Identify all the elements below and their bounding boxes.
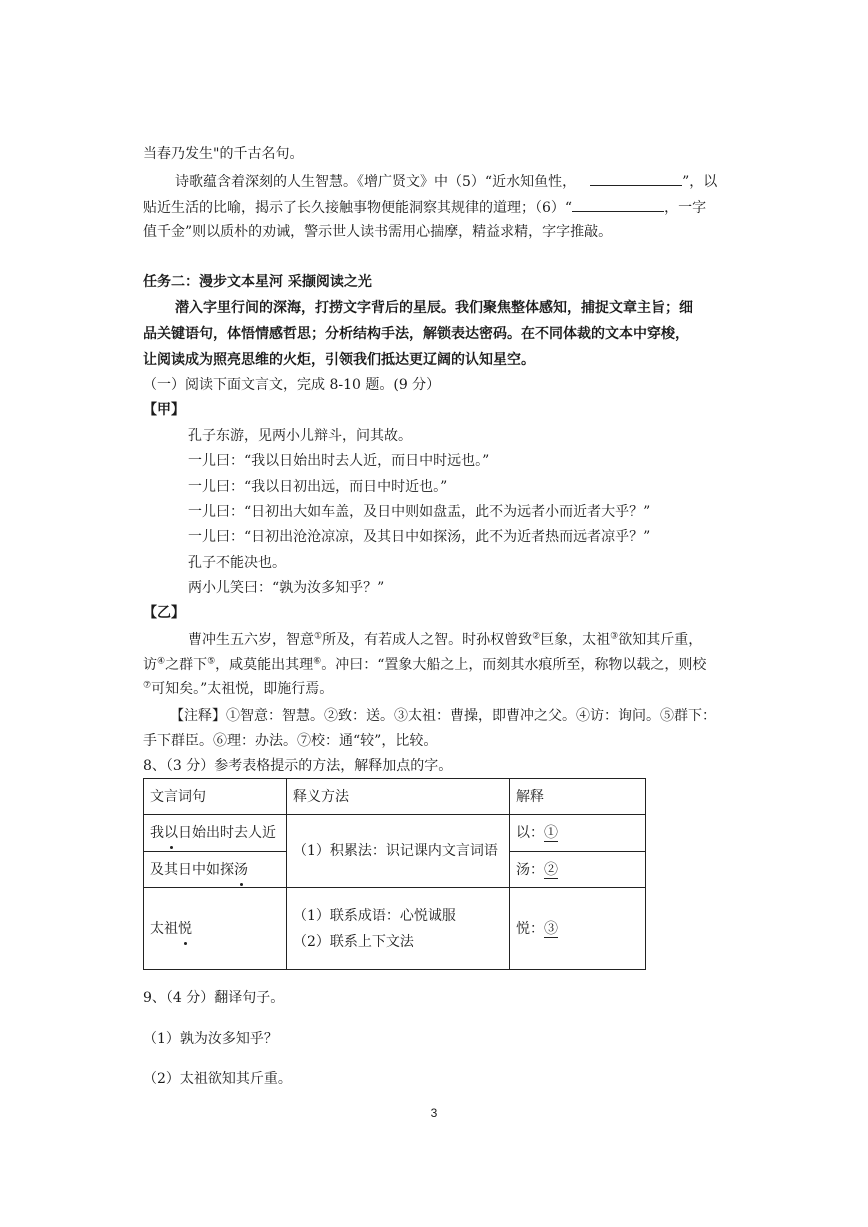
answer-blank[interactable]: ③ [544,920,558,937]
task-title: 任务二：漫步文本星河 采撷阅读之光 [143,274,372,290]
table-cell [287,888,510,970]
answer-blank[interactable]: ② [544,861,558,878]
note-ref: ⑤ [207,656,216,667]
table-row [144,815,646,852]
passage-line [143,679,333,699]
text-span: ，一字 [664,200,707,216]
answer-cell[interactable] [510,815,646,852]
answer-cell[interactable] [510,852,646,888]
passage-line [143,655,706,675]
text-line: 值千金”则以质朴的劝诫，警示世人读书需用心揣摩，精益求精，字字推敲。 [143,224,613,240]
task-paragraph: 让阅读成为照亮思维的火炬，引领我们抵达更辽阔的认知星空。 [143,352,535,368]
text-span: 访 [143,657,157,673]
note-ref: ⑥ [313,656,322,667]
passage-line [188,630,702,650]
text-span: 所及，有若成人之智。时孙权曾致 [322,632,533,648]
text-line: 当春乃发生"的千古名句。 [143,146,304,162]
task-paragraph: 品关键语句，体悟情感哲思；分析结构手法，解锁表达密码。在不同体裁的文本中穿梭， [143,326,689,342]
notes: 【注释】①智意：智慧。②致：送。③太祖：曹操，即曹冲之父。④访：询问。⑤群下： [170,708,716,724]
question-9-title: 9、（4 分）翻译句子。 [143,990,285,1006]
task-paragraph: 潜入字里行间的深海，打捞文字背后的星辰。我们聚焦整体感知，捕捉文章主旨；细 [175,300,693,316]
table-cell: （1）积累法：识记课内文言词语 [287,815,510,888]
text-span: ，咸莫能出其理 [215,657,314,673]
notes: 手下群臣。⑥理：办法。⑦校：通“较”，比较。 [143,733,438,749]
table-row [144,888,646,970]
passage-line: 孔子不能决也。 [188,555,286,571]
dotted-char: 以 [164,822,178,844]
text-span: 欲知其斤重， [618,632,703,648]
table-row [144,779,646,815]
answer-label: 悦： [516,920,544,937]
answer-label: 以： [516,825,544,841]
text-line [175,171,717,192]
text-span: 我 [150,825,164,841]
text-span: 太祖 [150,920,178,937]
note-ref: ④ [157,656,166,667]
answer-label: 汤： [516,861,544,878]
text-span: 及其日中如探 [150,861,234,878]
note-ref: ③ [610,631,619,642]
fill-blank[interactable] [572,197,664,212]
dotted-char: 悦 [178,918,192,940]
text-span: 诗歌蕴含着深刻的人生智慧。《增广贤文》中（5）“近水知鱼性， [175,174,577,190]
page-number: 3 [430,1106,438,1120]
section-header: （一）阅读下面文言文，完成 8-10 题。(9 分） [143,377,441,393]
table-header-cell: 文言词句 [144,779,287,815]
vocab-table [143,778,646,970]
table-cell [144,852,287,888]
method-line: （1）联系成语：心悦诚服 [293,907,456,924]
question-8-title: 8、（3 分）参考表格提示的方法，解释加点的字。 [143,758,453,774]
text-line [143,197,706,218]
dotted-char: 汤 [234,859,248,881]
passage-label-jia: 【甲】 [143,402,185,418]
table-header-cell: 解释 [510,779,646,815]
text-span: 可知矣。”太祖悦，即施行焉。 [151,681,334,697]
passage-line: 孔子东游，见两小儿辩斗，问其故。 [188,428,412,444]
note-ref: ② [532,631,541,642]
fill-blank[interactable] [590,171,682,186]
question-item: （2）太祖欲知其斤重。 [143,1071,292,1087]
text-span: 。冲曰：“置象大船之上，而刻其水痕所至，称物以载之，则校 [321,657,707,673]
passage-line: 一儿曰：“日初出沧沧凉凉，及其日中如探汤，此不为近者热而远者凉乎？” [188,529,651,545]
text-span: 曹冲生五六岁，智意 [188,632,314,648]
answer-blank[interactable]: ① [544,825,558,841]
method-line: （2）联系上下文法 [293,933,414,950]
table-cell [144,815,287,852]
passage-line: 一儿曰：“日初出大如车盖，及日中则如盘盂，此不为远者小而近者大乎？” [188,504,651,520]
answer-cell[interactable] [510,888,646,970]
passage-line: 一儿曰：“我以日始出时去人近，而日中时远也。” [188,453,490,469]
text-span: 之群下 [165,657,208,673]
table-header-cell: 释义方法 [287,779,510,815]
passage-label-yi: 【乙】 [143,605,185,621]
table-cell [144,888,287,970]
text-span: ”，以 [682,174,718,190]
question-item: （1）孰为汝多知乎？ [143,1031,278,1047]
text-span: 贴近生活的比喻，揭示了长久接触事物便能洞察其规律的道理；（6）“ [143,200,573,216]
text-span: 日始出时去人近 [178,825,276,841]
note-ref: ⑦ [143,680,152,691]
passage-line: 两小儿笑曰：“孰为汝多知乎？” [188,580,385,596]
text-span: 巨象，太祖 [540,632,611,648]
note-ref: ① [314,631,323,642]
passage-line: 一儿曰：“我以日初出远，而日中时近也。” [188,479,448,495]
